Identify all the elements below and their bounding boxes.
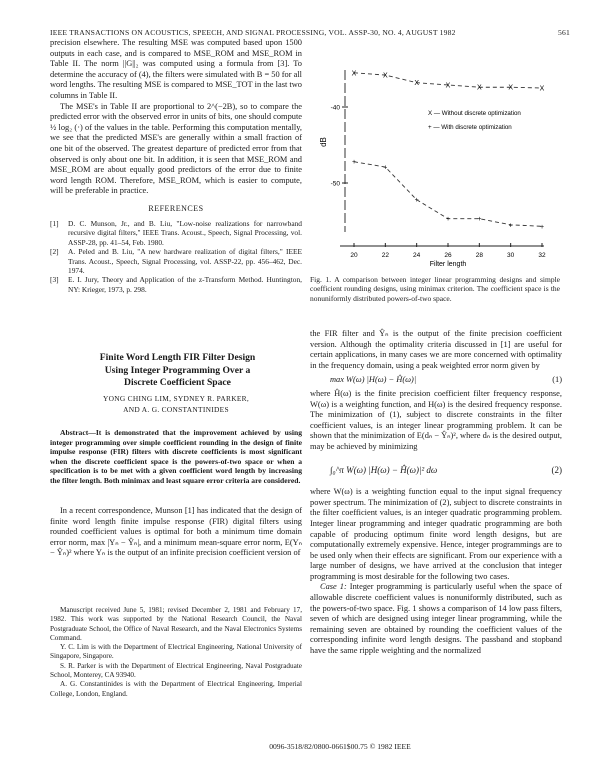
data-point: +: [414, 197, 419, 205]
legend-entry: + — With discrete optimization: [428, 124, 512, 131]
data-point: +: [539, 223, 545, 231]
reference-item: [50, 275, 302, 294]
x-tick-label: 28: [475, 252, 483, 259]
y-tick-label: -50: [330, 180, 340, 188]
running-header: IEEE TRANSACTIONS ON ACOUSTICS, SPEECH, AND SIGNAL PROCESSING, VOL. ASSP-30, NO. 4, AUGUST 1982: [50, 28, 456, 37]
x-tick-label: 26: [444, 252, 452, 259]
equation-number: (2): [551, 464, 562, 475]
footnotes: [50, 606, 302, 699]
x-tick-label: 32: [538, 252, 546, 259]
footnote: S. R. Parker is with the Department of Electrical Engineering, Naval Postgraduate School, Monterey, CA 93940.: [50, 661, 302, 680]
reference-number: [2]: [50, 247, 59, 257]
right-column-text: [310, 329, 562, 657]
equation-number: (1): [552, 375, 562, 385]
paragraph: [310, 582, 562, 656]
reference-number: [1]: [50, 219, 59, 228]
data-point: +: [477, 216, 482, 224]
authors: [50, 393, 302, 415]
case-label: Case 1:: [320, 582, 347, 592]
equation: max W(ω) |H(ω) − Ĥ(ω)|: [330, 375, 417, 385]
paragraph: In a recent correspondence, Munson [1] has indicated that the design of finite word length finite impulse response (FIR) digital filters using rounded coefficient values is optimal for both a minimum time domain error norm, max |Yₙ − Ŷₙ|, and a minimum mean-square error norm, E(Yₙ − Ŷₙ)² where Yₙ is the output of an infinite precision coefficient version of: [50, 506, 302, 558]
copyright-line: 0096-3518/82/0800-0661$00.75 © 1982 IEEE: [269, 742, 411, 751]
reference-item: [50, 247, 302, 275]
data-point: X: [445, 82, 451, 90]
data-point: X: [382, 72, 388, 80]
abstract: Abstract—It is demonstrated that the improvement achieved by using integer programming over simple coefficient rounding in the design of finite impulse response (FIR) filters with discrete coefficients is most significant when the discrete coefficient space is the powers-of-two space or when a specification is to be met with a given coefficient word length by increasing the filter length. Both minimax and least square error criteria are considered.: [50, 428, 302, 485]
reference-number: [3]: [50, 275, 59, 285]
data-point: X: [414, 80, 420, 88]
reference-item: [50, 219, 302, 247]
paragraph: the FIR filter and Ŷₙ is the output of the finite precision coefficient version. Although the optimality criteria discussed in [1] are useful for certain applications, in many cases we are more concerned with optimality in the frequency domain, using a peak weighted error norm given by: [310, 329, 562, 370]
equation-1: [310, 375, 562, 386]
data-point: X: [539, 85, 545, 93]
article-title: Finite Word Length FIR Filter Design Using Integer Programming Over a Discrete Coefficient Space: [99, 352, 256, 388]
figure-caption: Fig. 1. A comparison between integer linear programming designs and simple coefficient rounding designs, using minimax criterion. The coefficient space is the nonuniformly distributed powers-of-two space.: [310, 275, 560, 303]
equation: ∫₀^π W(ω) |H(ω) − Ĥ(ω)|² dω: [330, 464, 438, 475]
paragraph: where Ĥ(ω) is the finite precision coefficient filter frequency response, W(ω) is a weighting function, and H(ω) is the desired frequency response. The minimization of (1), subject to discrete constraints in the filter coefficient values, is an integer linear programming problem. It can be shown that the minimization of E(dₙ − Ŷₙ)², where dₙ is the desired output, may be achieved by minimizing: [310, 388, 562, 451]
x-tick-label: 22: [381, 252, 389, 259]
data-point: +: [445, 216, 451, 224]
references-list: [50, 219, 302, 294]
data-point: X: [508, 84, 514, 92]
left-column-text: [50, 38, 302, 197]
footnote: Y. C. Lim is with the Department of Electrical Engineering, National University of Singapore, Singapore.: [50, 643, 302, 661]
footnote: Manuscript received June 5, 1981; revised December 2, 1981 and February 17, 1982. This work was supported by the National Research Council, the Naval Postgraduate School, the Office of Naval Research, and the Naval Electronics Systems Command.: [50, 606, 302, 642]
page-number: 561: [558, 28, 570, 37]
intro-text: [50, 506, 302, 559]
paragraph-text: Integer programming is particularly useful when the space of allowable discrete coefficient values is nonuniformly distributed, such as the powers-of-two space. Fig. 1 shows a comparison of 14 low pass filters, seven of which are designed using integer linear programming, while the remaining seven are obtained by rounding the coefficient values of the corresponding infinite word length designs. The passband and stopband have the same ripple weighting and the normalized: [310, 582, 562, 656]
authors-line: YONG CHING LIM, SYDNEY R. PARKER,: [102, 394, 250, 403]
x-tick-label: 24: [413, 252, 421, 259]
reference-text: A. Peled and B. Liu, "A new hardware realization of digital filters," IEEE Trans. Acoust., Speech, Signal Processing, vol. ASSP-22, pp. 456–462, Dec. 1974.: [68, 247, 302, 276]
x-axis-label: Filter length: [429, 261, 467, 268]
authors-line: AND A. G. CONSTANTINIDES: [123, 405, 229, 414]
x-tick-label: 30: [507, 252, 515, 259]
data-point: X: [351, 70, 357, 78]
legend-entry: X — Without discrete optimization: [428, 110, 521, 117]
y-tick-label: -40: [330, 104, 340, 112]
equation-2: [310, 465, 562, 476]
data-point: +: [383, 164, 388, 172]
references-heading: REFERENCES: [148, 204, 204, 213]
data-point: +: [508, 222, 513, 230]
data-point: +: [351, 159, 357, 167]
footnote: A. G. Constantinides is with the Department of Electrical Engineering, Imperial College, London, England.: [50, 680, 302, 698]
paragraph: where W(ω) is a weighting function equal to the input signal frequency power spectrum. The minimization of (2), subject to discrete constraints in the filter coefficient values, is an integer quadratic programming problem. Integer linear programming and integer quadratic programming are both capable of producing optimum finite word length designs, but are computationally extremely expensive. Hence, integer programmings are to be used only when their effects are significant. From our experience with a large number of designs, we have arrived at the conclusion that integer programming is most desirable for the following two cases.: [310, 487, 562, 581]
paragraph: The MSE's in Table II are proportional to 2^(−2B), so to compare the predicted error with the observed error in units of bits, one should compute ½ log₂ (·) of the values in the table. Performing this computation mentally, we see that the predicted MSE's are generally within a small fraction of one bit of the observed. The greatest departure of predicted error from that observed is only about one bit. In addition, it is seen that MSE_ROM and MSE_ROM are about equally good predictors of the error due to finite word length ROM. Therefore, MSE_ROM, which is easier to compute, will be preferable in practice.: [50, 101, 302, 196]
data-point: X: [476, 84, 482, 92]
reference-text: E. I. Jury, Theory and Application of the z-Transform Method. Huntington, NY: Krieger, 1973, p. 298.: [68, 275, 302, 294]
reference-text: D. C. Munson, Jr., and B. Liu, "Low-noise realizations for narrowband recursive digital filters," IEEE Trans. Acoust., Speech, Signal Processing, vol. ASSP-28, pp. 41–54, Feb. 1980.: [68, 219, 302, 247]
x-tick-label: 20: [350, 252, 358, 259]
figure-1-chart: [300, 0, 600, 275]
paragraph: precision elsewhere. The resulting MSE was computed based upon 1500 outputs in each case, and is compared to MSE_ROM and MSE_ROM in Table II. The norm ||G||₂ was computed using a formula from [3]. To determine the accuracy of (4), the filters were simulated with B = 50 for all word lengths. The resulting MSE is compared to MSE_TOT in the last two columns in Table II.: [50, 38, 302, 100]
y-axis-label: dB: [319, 137, 328, 147]
